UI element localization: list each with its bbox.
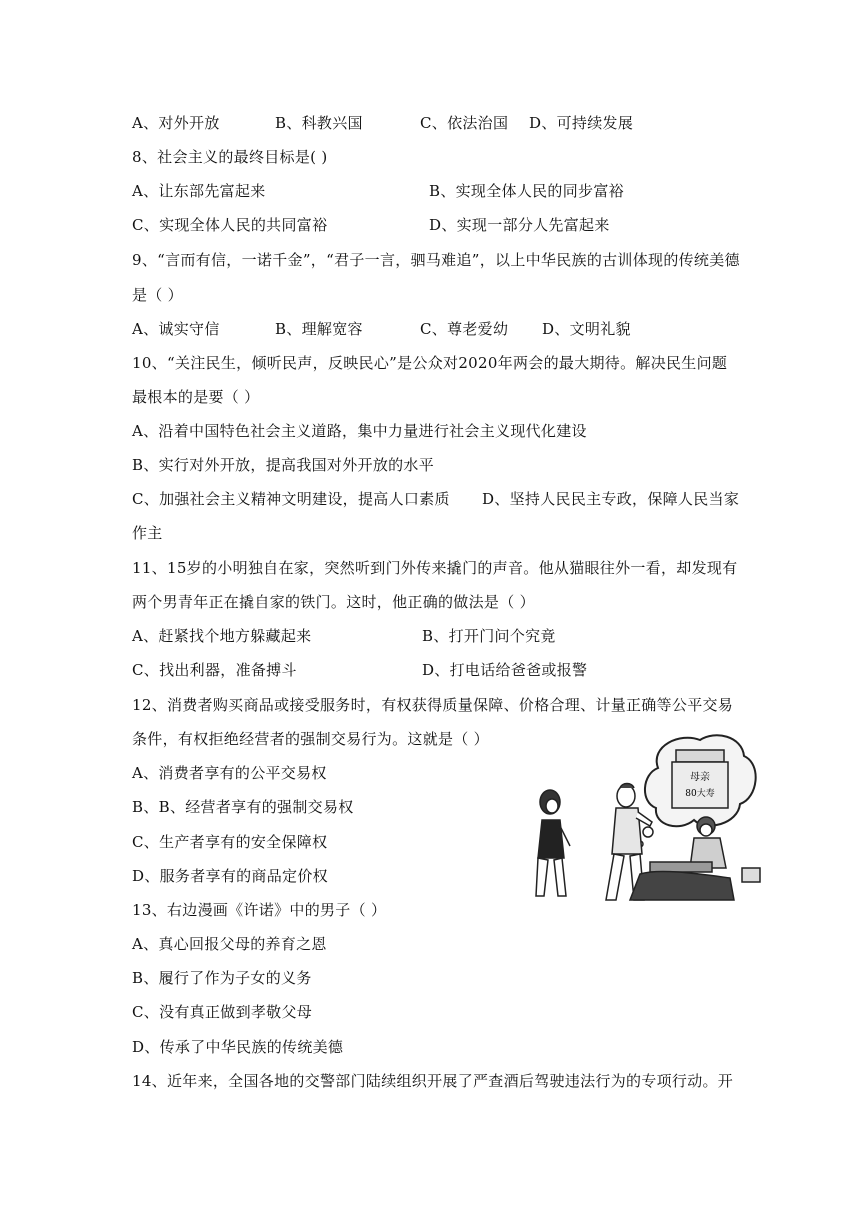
q11-stem-1: 11、15岁的小明独自在家，突然听到门外传来撬门的声音。他从猫眼往外一看，却发现有 xyxy=(132,559,738,577)
bubble-text-1: 母亲 xyxy=(690,772,710,783)
q8-option-b: B、实现全体人民的同步富裕 xyxy=(429,182,624,200)
q12-option-a: A、消费者享有的公平交易权 xyxy=(132,764,327,782)
q12-option-d: D、服务者享有的商品定价权 xyxy=(132,867,328,885)
q7-option-b: B、科教兴国 xyxy=(275,114,363,132)
q11-option-b: B、打开门问个究竟 xyxy=(422,627,556,645)
q10-option-a: A、沿着中国特色社会主义道路，集中力量进行社会主义现代化建设 xyxy=(132,422,587,440)
q12-option-b: B、B、经营者享有的强制交易权 xyxy=(132,798,354,816)
q12-stem-1: 12、消费者购买商品或接受服务时，有权获得质量保障、价格合理、计量正确等公平交易 xyxy=(132,696,734,714)
q13-option-b: B、履行了作为子女的义务 xyxy=(132,969,312,987)
q13-stem: 13、右边漫画《许诺》中的男子（ ） xyxy=(132,901,387,919)
bubble-text-2: 80大寿 xyxy=(685,789,715,799)
q10-option-d: D、坚持人民民主专政，保障人民当家 xyxy=(482,490,740,508)
q10-option-c: C、加强社会主义精神文明建设，提高人口素质 xyxy=(132,490,450,508)
q8-option-a: A、让东部先富起来 xyxy=(132,182,266,200)
q11-option-a: A、赶紧找个地方躲藏起来 xyxy=(132,627,312,645)
q7-option-d: D、可持续发展 xyxy=(529,114,634,132)
cartoon-svg xyxy=(530,728,770,910)
q7-option-c: C、依法治国 xyxy=(420,114,509,132)
q11-stem-2: 两个男青年正在撬自家的铁门。这时，他正确的做法是（ ） xyxy=(132,593,535,611)
q8-stem: 8、社会主义的最终目标是( ) xyxy=(132,148,328,166)
q13-option-a: A、真心回报父母的养育之恩 xyxy=(132,935,327,953)
q12-option-c: C、生产者享有的安全保障权 xyxy=(132,833,328,851)
q9-option-c: C、尊老爱幼 xyxy=(420,320,509,338)
q14-stem-1: 14、近年来，全国各地的交警部门陆续组织开展了严查酒后驾驶违法行为的专项行动。开 xyxy=(132,1072,734,1090)
q9-option-a: A、诚实守信 xyxy=(132,320,220,338)
q13-option-d: D、传承了中华民族的传统美德 xyxy=(132,1038,344,1056)
q9-stem-1: 9、“言而有信，一诺千金”，“君子一言，驷马难追”，以上中华民族的古训体现的传统美德 xyxy=(132,251,740,269)
gift-box xyxy=(672,762,728,808)
gift-lid xyxy=(676,750,724,762)
q7-option-a: A、对外开放 xyxy=(132,114,220,132)
q8-option-c: C、实现全体人民的共同富裕 xyxy=(132,216,328,234)
q10-option-b: B、实行对外开放，提高我国对外开放的水平 xyxy=(132,456,435,474)
q10-option-d-cont: 作主 xyxy=(132,524,163,542)
q8-option-d: D、实现一部分人先富起来 xyxy=(429,216,610,234)
q9-option-d: D、文明礼貌 xyxy=(542,320,631,338)
q11-option-d: D、打电话给爸爸或报警 xyxy=(422,661,588,679)
q9-option-b: B、理解宽容 xyxy=(275,320,363,338)
q11-option-c: C、找出利器，准备搏斗 xyxy=(132,661,297,679)
q9-stem-2: 是（ ） xyxy=(132,286,183,304)
q10-stem-1: 10、“关注民生，倾听民声，反映民心”是公众对2020年两会的最大期待。解决民生问题 xyxy=(132,354,728,372)
q13-option-c: C、没有真正做到孝敬父母 xyxy=(132,1003,313,1021)
q12-stem-2: 条件，有权拒绝经营者的强制交易行为。这就是（ ） xyxy=(132,730,489,748)
q10-stem-2: 最根本的是要（ ） xyxy=(132,388,260,406)
cartoon-illustration xyxy=(530,728,770,910)
